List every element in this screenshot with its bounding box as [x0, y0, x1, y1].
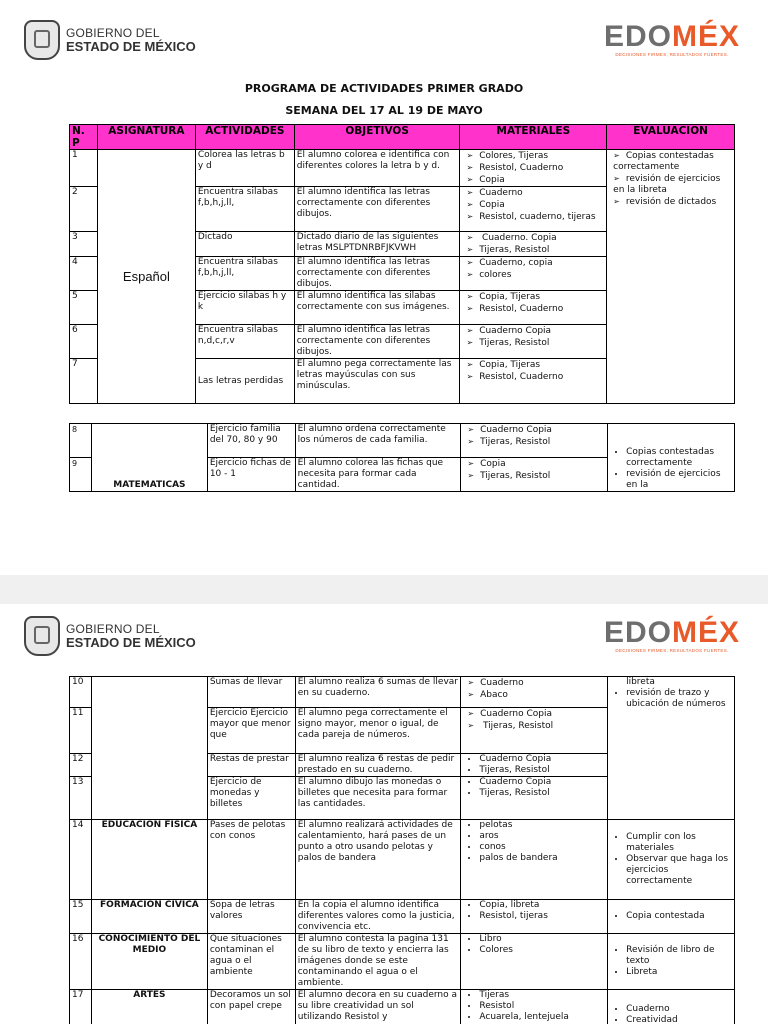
- list-item: • Tijeras, Resistol: [479, 765, 605, 776]
- row-number: 17: [70, 990, 92, 1024]
- table-row: [70, 934, 735, 990]
- table-row: [70, 900, 735, 934]
- list-item: ➢ Tijeras, Resistol: [466, 337, 604, 349]
- row-number: 12: [70, 754, 92, 777]
- gov-line2: ESTADO DE MÉXICO: [66, 635, 196, 650]
- list-item: • pelotas: [479, 820, 605, 831]
- list-item: ➢ Copia, Tijeras: [466, 291, 604, 303]
- list-item: ➢ revisión de dictados: [613, 196, 732, 208]
- row-number: 11: [70, 708, 92, 754]
- materials-cell: [461, 990, 608, 1024]
- list-item: ➢ Cuaderno Copia: [467, 708, 605, 720]
- evaluation-list: [609, 150, 732, 208]
- col-actividades: ACTIVIDADES: [195, 125, 294, 150]
- objective-cell: El alumno colorea e identifica con diferentes colores la letra b y d.: [294, 150, 460, 187]
- col-np: N. P: [70, 125, 98, 150]
- materials-cell: [461, 820, 608, 900]
- objective-cell: El alumno colorea las fichas que necesita para formar cada cantidad.: [295, 458, 461, 492]
- materials-cell: [461, 900, 608, 934]
- evaluation-cell: [608, 934, 735, 990]
- activity-cell: Sumas de llevar: [207, 677, 295, 708]
- evaluation-cell: [607, 150, 735, 404]
- materials-list: [463, 677, 605, 701]
- materials-cell: [460, 187, 607, 232]
- list-item: • Resistol, tijeras: [479, 911, 605, 922]
- list-item: ➢ Cuaderno, copia: [466, 257, 604, 269]
- materials-list: [462, 232, 604, 256]
- list-item: • Copia, libreta: [479, 900, 605, 911]
- gobierno-logo: [24, 20, 196, 60]
- evaluation-cell: [608, 677, 735, 820]
- brand-b: MÉX: [671, 20, 740, 53]
- list-item: • Creatividad: [626, 1015, 732, 1024]
- row-number: 14: [70, 820, 92, 900]
- materials-cell: [461, 424, 608, 458]
- list-item: • Libreta: [626, 967, 732, 978]
- col-materiales: MATERIALES: [460, 125, 607, 150]
- materials-list: [462, 150, 604, 186]
- objective-cell: El alumno pega correctamente el signo mayor, menor o igual, de cada pareja de números.: [295, 708, 461, 754]
- table-row: [70, 424, 735, 458]
- activity-cell: Ejercicio Ejercicio mayor que menor que: [207, 708, 295, 754]
- matematicas-table-1: [69, 423, 735, 492]
- list-item: • Cuaderno: [626, 1004, 732, 1015]
- brand-b: MÉX: [671, 616, 740, 649]
- row-number: 3: [70, 232, 98, 257]
- brand-tagline: DECISIONES FIRMES, RESULTADOS FUERTES.: [615, 648, 729, 653]
- materials-list: [463, 777, 605, 799]
- row-number: 9: [70, 458, 92, 492]
- list-item: • Tijeras, Resistol: [479, 788, 605, 799]
- row-number: 2: [70, 187, 98, 232]
- list-item: ➢ Abaco: [467, 689, 605, 701]
- table-row: [70, 990, 735, 1024]
- table-header-row: [70, 125, 735, 150]
- page-gap: [0, 575, 768, 604]
- objective-cell: El alumno realizará actividades de calentamiento, hará pases de un punto a otro usando pelotas y palos de bandera: [295, 820, 461, 900]
- list-item: ➢ Tijeras, Resistol: [467, 436, 605, 448]
- objective-cell: El alumno identifica las letras correctamente con diferentes dibujos.: [294, 257, 460, 291]
- materials-cell: [461, 458, 608, 492]
- subject-cell: MATEMATICAS: [91, 424, 207, 492]
- activity-cell: Encuentra silabas f,b,h,j,ll,: [195, 257, 294, 291]
- brand-a: EDO: [603, 20, 672, 53]
- page-subtitle: SEMANA DEL 17 AL 19 DE MAYO: [285, 104, 483, 117]
- objective-cell: El alumno realiza 6 restas de pedir prestado en su cuaderno.: [295, 754, 461, 777]
- list-item: • Libro: [479, 934, 605, 945]
- brand-a: EDO: [603, 616, 672, 649]
- materials-list: [462, 359, 604, 383]
- brand-tagline: DECISIONES FIRMES, RESULTADOS FUERTES.: [615, 52, 729, 57]
- materials-cell: [461, 754, 608, 777]
- evaluation-list: [610, 447, 732, 491]
- gov-line1: GOBIERNO DEL: [66, 622, 160, 636]
- objective-cell: El alumno pega correctamente las letras mayúsculas con sus minúsculas.: [294, 359, 460, 404]
- list-item: ➢ Resistol, cuaderno, tijeras: [466, 211, 604, 223]
- list-item: • palos de bandera: [479, 853, 605, 864]
- subject-cell: FORMACION CIVICA: [91, 900, 207, 934]
- activity-cell: Encuentra silabas f,b,h,j,ll,: [195, 187, 294, 232]
- materials-cell: [461, 708, 608, 754]
- activity-cell: Restas de prestar: [207, 754, 295, 777]
- state-seal-icon: [24, 616, 60, 656]
- list-item: ➢ Resistol, Cuaderno: [466, 371, 604, 383]
- continuation-table: [69, 676, 735, 1024]
- row-number: 8: [70, 424, 92, 458]
- materials-cell: [461, 677, 608, 708]
- row-number: 10: [70, 677, 92, 708]
- materials-cell: [460, 232, 607, 257]
- objective-cell: El alumno identifica las silabas correctamente con sus imágenes.: [294, 291, 460, 325]
- row-number: 7: [70, 359, 98, 404]
- table-row: [70, 150, 735, 187]
- list-item: • Colores: [479, 945, 605, 956]
- objective-cell: El alumno identifica las letras correctamente con diferentes dibujos.: [294, 325, 460, 359]
- list-item: • Cuaderno Copia: [479, 754, 605, 765]
- row-number: 13: [70, 777, 92, 820]
- list-item: ➢ Cuaderno Copia: [466, 325, 604, 337]
- list-item: • Tijeras: [479, 990, 605, 1001]
- list-item: • revisión de ejercicios en la: [626, 469, 732, 491]
- list-item: • Cumplir con los materiales: [626, 832, 732, 854]
- activity-cell: Pases de pelotas con conos: [207, 820, 295, 900]
- list-item: ➢ Cuaderno Copia: [467, 424, 605, 436]
- list-item: ➢ colores: [466, 269, 604, 281]
- objective-cell: El alumno identifica las letras correctamente con diferentes dibujos.: [294, 187, 460, 232]
- objective-cell: El alumno ordena correctamente los números de cada familia.: [295, 424, 461, 458]
- materials-cell: [461, 934, 608, 990]
- materials-list: [462, 325, 604, 349]
- activity-cell: Encuentra silabas n,d,c,r,v: [195, 325, 294, 359]
- col-objetivos: OBJETIVOS: [294, 125, 460, 150]
- list-item: • Acuarela, lentejuela: [479, 1012, 605, 1023]
- subject-cell: CONOCIMIENTO DEL MEDIO: [91, 934, 207, 990]
- evaluation-list: [610, 1004, 732, 1024]
- materials-cell: [460, 150, 607, 187]
- state-seal-icon: [24, 20, 60, 60]
- subject-cell: Español: [97, 150, 195, 404]
- subject-cell: ARTES: [91, 990, 207, 1024]
- evaluation-cell: [608, 424, 735, 492]
- objective-cell: El alumno contesta la pagina 131 de su libro de texto y encierra las imágenes donde se este contaminando el agua o el ambiente.: [295, 934, 461, 990]
- activity-cell: Decoramos un sol con papel crepe: [207, 990, 295, 1024]
- list-item: • Revisión de libro de texto: [626, 945, 732, 967]
- list-item: ➢ Copia: [467, 458, 605, 470]
- activity-cell: Las letras perdidas: [195, 359, 294, 404]
- objective-cell: El alumno dibujo las monedas o billetes que necesita para formar las cantidades.: [295, 777, 461, 820]
- list-item: ➢ Cuaderno. Copia: [466, 232, 604, 244]
- objective-cell: Dictado diario de las siguientes letras MSLPTDNRBFJKVWH: [294, 232, 460, 257]
- list-item: • conos: [479, 842, 605, 853]
- list-item: ➢ Cuaderno: [467, 677, 605, 689]
- activity-cell: Sopa de letras valores: [207, 900, 295, 934]
- edomex-logo-2: [604, 618, 740, 653]
- edomex-logo: [604, 22, 740, 57]
- list-item: • Observar que haga los ejercicios correctamente: [626, 854, 732, 887]
- evaluation-list: [610, 945, 732, 978]
- materials-list: [462, 257, 604, 281]
- row-number: 4: [70, 257, 98, 291]
- list-item: • revisión de trazo y ubicación de números: [626, 688, 732, 710]
- materials-list: [463, 708, 605, 732]
- activity-cell: Dictado: [195, 232, 294, 257]
- materials-cell: [460, 257, 607, 291]
- gobierno-logo-2: [24, 616, 196, 656]
- activity-cell: Colorea las letras b y d: [195, 150, 294, 187]
- materials-list: [462, 187, 604, 223]
- materials-list: [462, 291, 604, 315]
- materials-cell: [461, 777, 608, 820]
- col-asignatura: ASIGNATURA: [97, 125, 195, 150]
- evaluation-list: [610, 688, 732, 710]
- gov-line2: ESTADO DE MÉXICO: [66, 39, 196, 54]
- materials-list: [463, 458, 605, 482]
- materials-cell: [460, 325, 607, 359]
- materials-cell: [460, 291, 607, 325]
- table-row: [70, 820, 735, 900]
- objective-cell: El alumno decora en su cuaderno a su libre creatividad un sol utilizando Resistol y: [295, 990, 461, 1024]
- row-number: 6: [70, 325, 98, 359]
- evaluation-cell: [608, 820, 735, 900]
- list-item: • aros: [479, 831, 605, 842]
- list-item: ➢ Copia: [466, 199, 604, 211]
- objective-cell: En la copia el alumno identifica diferentes valores como la justicia, convivencia etc.: [295, 900, 461, 934]
- row-number: 16: [70, 934, 92, 990]
- list-item: • Copia contestada: [626, 911, 732, 922]
- materials-cell: [460, 359, 607, 404]
- list-item: ➢ Cuaderno: [466, 187, 604, 199]
- list-item: • Cuaderno Copia: [479, 777, 605, 788]
- list-item: ➢ Copias contestadas correctamente: [613, 150, 732, 173]
- row-number: 1: [70, 150, 98, 187]
- list-item: ➢ Resistol, Cuaderno: [466, 162, 604, 174]
- subject-cell: EDUCACION FISICA: [91, 820, 207, 900]
- page-title: PROGRAMA DE ACTIVIDADES PRIMER GRADO: [244, 82, 524, 95]
- row-number: 5: [70, 291, 98, 325]
- objective-cell: El alumno realiza 6 sumas de llevar en su cuaderno.: [295, 677, 461, 708]
- list-item: • Resistol: [479, 1001, 605, 1012]
- list-item: ➢ Colores, Tijeras: [466, 150, 604, 162]
- materials-list: [463, 934, 605, 956]
- materials-list: [463, 424, 605, 448]
- list-item: ➢ Tijeras, Resistol: [467, 470, 605, 482]
- materials-list: [463, 990, 605, 1023]
- list-item: ➢ Tijeras, Resistol: [467, 720, 605, 732]
- table-row: [70, 677, 735, 708]
- list-item: ➢ revisión de ejercicios en la libreta: [613, 173, 732, 196]
- materials-list: [463, 820, 605, 864]
- evaluation-list: [610, 832, 732, 887]
- gov-line1: GOBIERNO DEL: [66, 26, 160, 40]
- activity-cell: Ejercicio de monedas y billetes: [207, 777, 295, 820]
- materials-list: [463, 754, 605, 776]
- evaluation-continued: libreta: [626, 677, 655, 687]
- evaluation-cell: [608, 900, 735, 934]
- activity-cell: Ejercicio silabas h y k: [195, 291, 294, 325]
- activity-cell: Ejercicio fichas de 10 - 1: [207, 458, 295, 492]
- subject-cell: [91, 677, 207, 820]
- list-item: ➢ Copia, Tijeras: [466, 359, 604, 371]
- list-item: ➢ Copia: [466, 174, 604, 186]
- evaluation-cell: [608, 990, 735, 1024]
- document-page-2: [0, 604, 768, 1024]
- list-item: ➢ Resistol, Cuaderno: [466, 303, 604, 315]
- list-item: ➢ Tijeras, Resistol: [466, 244, 604, 256]
- espanol-table: [69, 124, 735, 404]
- list-item: • Copias contestadas correctamente: [626, 447, 732, 469]
- row-number: 15: [70, 900, 92, 934]
- col-evaluacion: EVALUACION: [607, 125, 735, 150]
- evaluation-list: [610, 911, 732, 922]
- activity-cell: Ejercicio familia del 70, 80 y 90: [207, 424, 295, 458]
- materials-list: [463, 900, 605, 922]
- activity-cell: Que situaciones contaminan el agua o el ambiente: [207, 934, 295, 990]
